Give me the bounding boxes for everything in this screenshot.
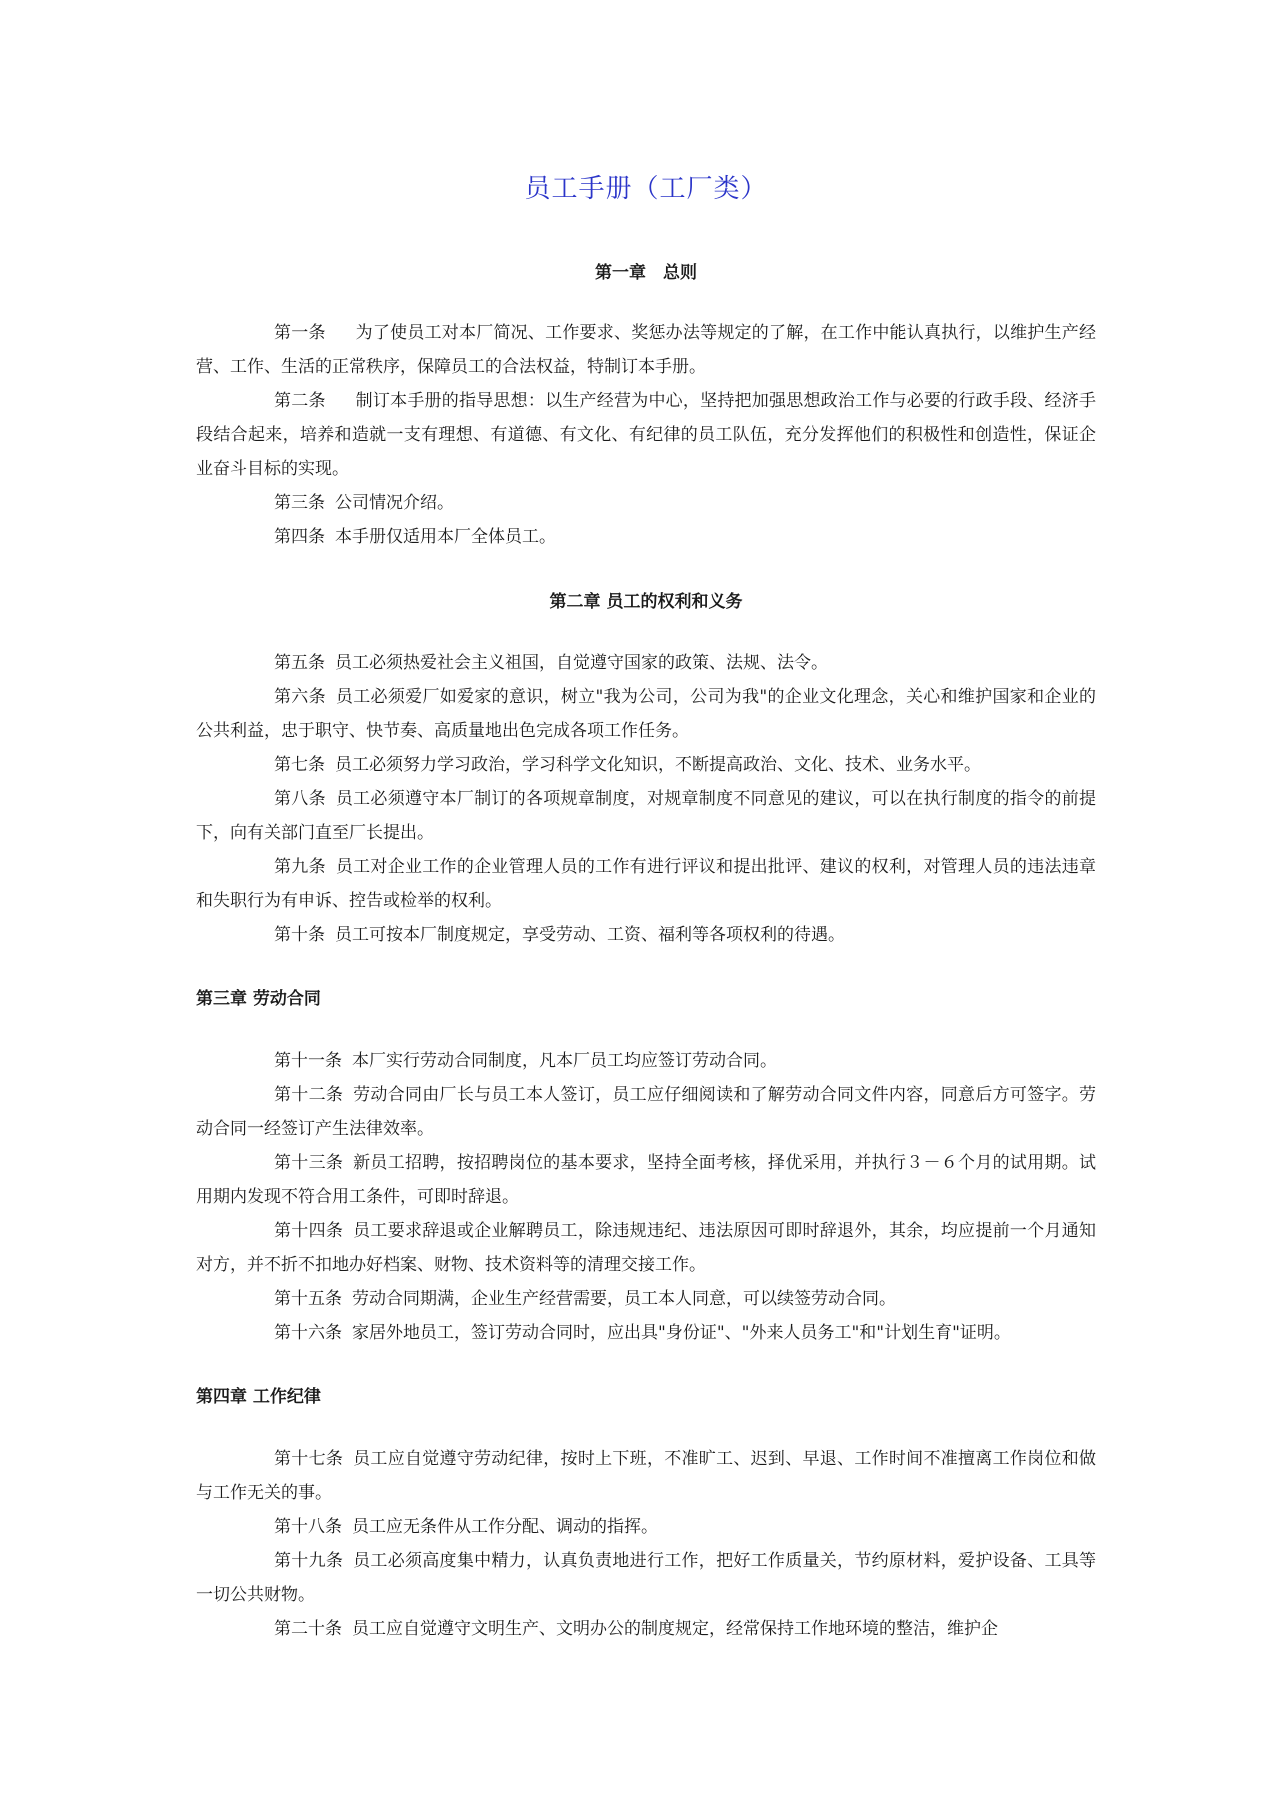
article-text: 制订本手册的指导思想：以生产经营为中心，坚持把加强思想政治工作与必要的行政手段、经济手段结合起来，培养和造就一支有理想、有道德、有文化、有纪律的员工队伍，充分发挥他们的积极性和创造性，保证企业奋斗目标的实现。 xyxy=(196,391,1097,479)
article-label: 第十六条 xyxy=(274,1323,342,1343)
article-paragraph xyxy=(196,316,1096,384)
article-paragraph xyxy=(196,646,1096,680)
article-text: 员工要求辞退或企业解聘员工，除违规违纪、违法原因可即时辞退外，其余，均应提前一个月通知对方，并不折不扣地办好档案、财物、技术资料等的清理交接工作。 xyxy=(196,1221,1097,1275)
article-paragraph xyxy=(196,1044,1096,1078)
article-label: 第十九条 xyxy=(274,1551,344,1571)
article-label: 第四条 xyxy=(274,527,325,547)
article-text: 员工必须努力学习政治，学习科学文化知识，不断提高政治、文化、技术、业务水平。 xyxy=(335,755,981,775)
article-paragraph xyxy=(196,384,1096,486)
article-paragraph xyxy=(196,520,1096,554)
article-label: 第十一条 xyxy=(274,1051,342,1071)
article-label: 第二条 xyxy=(274,391,326,411)
article-label: 第十五条 xyxy=(274,1289,342,1309)
chapter-heading: 第一章 总则 xyxy=(595,263,697,283)
article-label: 第八条 xyxy=(274,789,326,809)
article-paragraph xyxy=(196,1442,1096,1510)
chapter-heading: 第二章 员工的权利和义务 xyxy=(549,592,743,612)
article-label: 第六条 xyxy=(274,687,326,707)
article-paragraph xyxy=(196,1544,1096,1612)
article-text: 为了使员工对本厂简况、工作要求、奖惩办法等规定的了解，在工作中能认真执行，以维护生产经营、工作、生活的正常秩序，保障员工的合法权益，特制订本手册。 xyxy=(196,323,1097,377)
article-text: 公司情况介绍。 xyxy=(335,493,454,513)
article-label: 第十二条 xyxy=(274,1085,344,1105)
article-label: 第十七条 xyxy=(274,1449,344,1469)
article-label: 第三条 xyxy=(274,493,325,513)
article-text: 员工应自觉遵守文明生产、文明办公的制度规定，经常保持工作地环境的整洁，维护企 xyxy=(352,1619,998,1639)
article-label: 第十四条 xyxy=(274,1221,344,1241)
article-label: 第十八条 xyxy=(274,1517,342,1537)
article-paragraph xyxy=(196,680,1096,748)
chapter-heading: 第三章 劳动合同 xyxy=(196,989,321,1009)
article-paragraph xyxy=(196,1510,1096,1544)
article-label: 第七条 xyxy=(274,755,325,775)
article-label: 第十三条 xyxy=(274,1153,344,1173)
chapter-heading: 第四章 工作纪律 xyxy=(196,1387,321,1407)
article-text: 本厂实行劳动合同制度，凡本厂员工均应签订劳动合同。 xyxy=(352,1051,777,1071)
article-text: 员工必须热爱社会主义祖国，自觉遵守国家的政策、法规、法令。 xyxy=(335,653,828,673)
article-label: 第五条 xyxy=(274,653,325,673)
article-label: 第一条 xyxy=(274,323,326,343)
article-text: 新员工招聘，按招聘岗位的基本要求，坚持全面考核，择优采用，并执行３－６个月的试用期。试用期内发现不符合用工条件，可即时辞退。 xyxy=(196,1153,1097,1207)
article-paragraph xyxy=(196,1214,1096,1282)
article-paragraph xyxy=(196,1078,1096,1146)
article-label: 第二十条 xyxy=(274,1619,342,1639)
article-paragraph xyxy=(196,1316,1096,1350)
article-label: 第十条 xyxy=(274,925,325,945)
article-paragraph xyxy=(196,1282,1096,1316)
article-text: 员工应无条件从工作分配、调动的指挥。 xyxy=(352,1517,658,1537)
article-paragraph xyxy=(196,1146,1096,1214)
article-text: 家居外地员工，签订劳动合同时，应出具"身份证"、"外来人员务工"和"计划生育"证明。 xyxy=(352,1323,1011,1343)
article-paragraph xyxy=(196,850,1096,918)
article-text: 员工应自觉遵守劳动纪律，按时上下班，不准旷工、迟到、早退、工作时间不准擅离工作岗位和做与工作无关的事。 xyxy=(196,1449,1097,1503)
article-text: 员工必须爱厂如爱家的意识，树立"我为公司，公司为我"的企业文化理念，关心和维护国家和企业的公共利益，忠于职守、快节奏、高质量地出色完成各项工作任务。 xyxy=(196,687,1097,741)
article-text: 劳动合同由厂长与员工本人签订，员工应仔细阅读和了解劳动合同文件内容，同意后方可签字。劳动合同一经签订产生法律效率。 xyxy=(196,1085,1097,1139)
article-paragraph xyxy=(196,782,1096,850)
article-text: 劳动合同期满，企业生产经营需要，员工本人同意，可以续签劳动合同。 xyxy=(352,1289,896,1309)
article-text: 员工可按本厂制度规定，享受劳动、工资、福利等各项权利的待遇。 xyxy=(335,925,845,945)
article-label: 第九条 xyxy=(274,857,326,877)
article-text: 员工必须高度集中精力，认真负责地进行工作，把好工作质量关，节约原材料，爱护设备、工具等一切公共财物。 xyxy=(196,1551,1097,1605)
article-paragraph xyxy=(196,1612,1096,1646)
document-title: 员工手册（工厂类） xyxy=(524,174,768,204)
article-paragraph xyxy=(196,486,1096,520)
article-paragraph xyxy=(196,748,1096,782)
article-text: 员工必须遵守本厂制订的各项规章制度，对规章制度不同意见的建议，可以在执行制度的指令的前提下，向有关部门直至厂长提出。 xyxy=(196,789,1097,843)
article-text: 本手册仅适用本厂全体员工。 xyxy=(335,527,556,547)
article-text: 员工对企业工作的企业管理人员的工作有进行评议和提出批评、建议的权利，对管理人员的违法违章和失职行为有申诉、控告或检举的权利。 xyxy=(196,857,1097,911)
article-paragraph xyxy=(196,918,1096,952)
